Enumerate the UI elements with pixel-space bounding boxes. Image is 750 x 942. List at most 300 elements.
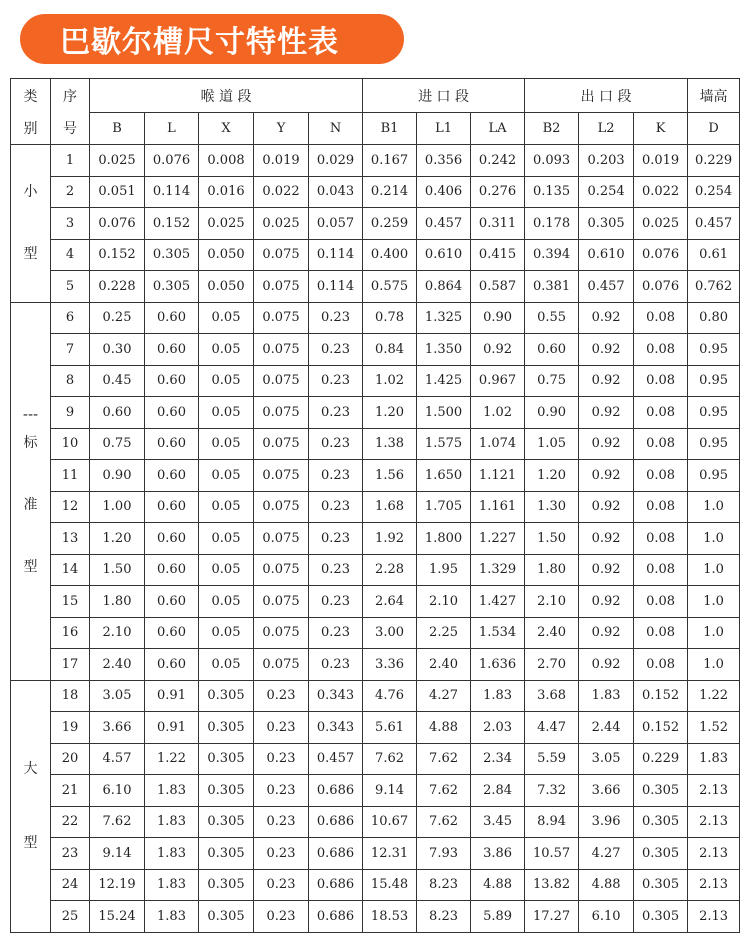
value-cell: 6.10 (90, 775, 145, 807)
value-cell: 0.114 (309, 271, 363, 303)
value-cell: 1.80 (525, 554, 579, 586)
value-cell: 0.60 (525, 334, 579, 366)
value-cell: 0.05 (199, 334, 254, 366)
value-cell: 0.167 (363, 145, 417, 177)
value-cell: 2.40 (417, 649, 471, 681)
value-cell: 8.23 (417, 901, 471, 933)
value-cell: 0.05 (199, 460, 254, 492)
value-cell: 9.14 (90, 838, 145, 870)
value-cell: 1.325 (417, 302, 471, 334)
row-index-cell: 9 (51, 397, 90, 429)
value-cell: 0.276 (471, 176, 525, 208)
value-cell: 1.02 (363, 365, 417, 397)
category-label-char: --- (22, 407, 39, 423)
value-cell: 1.161 (471, 491, 525, 523)
value-cell: 0.60 (145, 617, 199, 649)
value-cell: 3.05 (579, 743, 634, 775)
table-row (11, 334, 740, 366)
row-index-cell: 13 (51, 523, 90, 555)
value-cell: 0.90 (471, 302, 525, 334)
value-cell: 1.83 (145, 775, 199, 807)
value-cell: 2.13 (688, 869, 740, 901)
value-cell: 0.254 (688, 176, 740, 208)
value-cell: 0.050 (199, 271, 254, 303)
value-cell: 1.02 (471, 397, 525, 429)
column-header: L2 (579, 113, 634, 145)
value-cell: 2.40 (90, 649, 145, 681)
value-cell: 0.305 (199, 712, 254, 744)
value-cell: 1.20 (90, 523, 145, 555)
value-cell: 1.705 (417, 491, 471, 523)
value-cell: 0.91 (145, 680, 199, 712)
value-cell: 1.121 (471, 460, 525, 492)
value-cell: 0.075 (254, 239, 309, 271)
value-cell: 0.135 (525, 176, 579, 208)
value-cell: 1.83 (579, 680, 634, 712)
value-cell: 1.650 (417, 460, 471, 492)
value-cell: 3.36 (363, 649, 417, 681)
value-cell: 1.83 (145, 838, 199, 870)
value-cell: 0.394 (525, 239, 579, 271)
value-cell: 0.95 (688, 397, 740, 429)
value-cell: 0.075 (254, 428, 309, 460)
value-cell: 1.575 (417, 428, 471, 460)
value-cell: 1.56 (363, 460, 417, 492)
value-cell: 12.19 (90, 869, 145, 901)
value-cell: 2.64 (363, 586, 417, 618)
value-cell: 0.457 (417, 208, 471, 240)
value-cell: 9.14 (363, 775, 417, 807)
value-cell: 2.03 (471, 712, 525, 744)
value-cell: 0.60 (145, 397, 199, 429)
table-row (11, 554, 740, 586)
value-cell: 0.08 (634, 491, 688, 523)
value-cell: 1.05 (525, 428, 579, 460)
value-cell: 10.57 (525, 838, 579, 870)
value-cell: 0.60 (145, 302, 199, 334)
value-cell: 0.114 (309, 239, 363, 271)
row-index-cell: 18 (51, 680, 90, 712)
value-cell: 1.800 (417, 523, 471, 555)
value-cell: 0.08 (634, 302, 688, 334)
value-cell: 0.05 (199, 523, 254, 555)
table-row (11, 523, 740, 555)
value-cell: 1.83 (471, 680, 525, 712)
value-cell: 0.23 (309, 523, 363, 555)
table-row (11, 712, 740, 744)
value-cell: 0.075 (254, 523, 309, 555)
value-cell: 0.008 (199, 145, 254, 177)
header-throat-section: 喉 道 段 (90, 79, 363, 113)
value-cell: 0.08 (634, 397, 688, 429)
table-row (11, 491, 740, 523)
value-cell: 0.057 (309, 208, 363, 240)
value-cell: 0.152 (634, 712, 688, 744)
value-cell: 1.074 (471, 428, 525, 460)
value-cell: 1.329 (471, 554, 525, 586)
value-cell: 0.05 (199, 428, 254, 460)
value-cell: 0.23 (309, 334, 363, 366)
category-label-char: 型 (23, 835, 38, 851)
column-header: L (145, 113, 199, 145)
value-cell: 13.82 (525, 869, 579, 901)
value-cell: 0.92 (579, 334, 634, 366)
value-cell: 0.343 (309, 680, 363, 712)
value-cell: 0.686 (309, 775, 363, 807)
value-cell: 4.27 (417, 680, 471, 712)
value-cell: 2.10 (417, 586, 471, 618)
value-cell: 2.25 (417, 617, 471, 649)
value-cell: 0.019 (634, 145, 688, 177)
value-cell: 2.70 (525, 649, 579, 681)
column-header: LA (471, 113, 525, 145)
value-cell: 3.45 (471, 806, 525, 838)
category-label-char: 标 (23, 435, 38, 451)
value-cell: 3.66 (90, 712, 145, 744)
value-cell: 0.242 (471, 145, 525, 177)
value-cell: 0.075 (254, 271, 309, 303)
value-cell: 0.075 (254, 617, 309, 649)
value-cell: 1.0 (688, 617, 740, 649)
value-cell: 0.686 (309, 901, 363, 933)
value-cell: 1.38 (363, 428, 417, 460)
table-row (11, 145, 740, 177)
value-cell: 7.62 (363, 743, 417, 775)
value-cell: 1.500 (417, 397, 471, 429)
value-cell: 0.075 (254, 397, 309, 429)
value-cell: 0.050 (199, 239, 254, 271)
value-cell: 1.22 (688, 680, 740, 712)
row-index-cell: 1 (51, 145, 90, 177)
value-cell: 1.00 (90, 491, 145, 523)
value-cell: 0.229 (688, 145, 740, 177)
row-index-cell: 11 (51, 460, 90, 492)
value-cell: 2.13 (688, 838, 740, 870)
value-cell: 1.425 (417, 365, 471, 397)
value-cell: 0.406 (417, 176, 471, 208)
table-row (11, 586, 740, 618)
value-cell: 0.075 (254, 365, 309, 397)
header-wall-height: 墙高 (688, 79, 740, 113)
value-cell: 0.457 (309, 743, 363, 775)
value-cell: 0.23 (309, 428, 363, 460)
value-cell: 0.305 (199, 901, 254, 933)
value-cell: 2.13 (688, 806, 740, 838)
value-cell: 0.23 (309, 586, 363, 618)
table-row (11, 649, 740, 681)
value-cell: 0.076 (90, 208, 145, 240)
value-cell: 4.47 (525, 712, 579, 744)
value-cell: 0.093 (525, 145, 579, 177)
value-cell: 0.23 (309, 397, 363, 429)
row-index-cell: 17 (51, 649, 90, 681)
value-cell: 0.228 (90, 271, 145, 303)
value-cell: 0.305 (634, 838, 688, 870)
value-cell: 0.259 (363, 208, 417, 240)
value-cell: 7.32 (525, 775, 579, 807)
value-cell: 3.68 (525, 680, 579, 712)
value-cell: 0.864 (417, 271, 471, 303)
value-cell: 3.96 (579, 806, 634, 838)
value-cell: 3.66 (579, 775, 634, 807)
value-cell: 0.05 (199, 586, 254, 618)
category-label-char: 型 (23, 559, 38, 575)
header-outlet-section: 出 口 段 (525, 79, 688, 113)
value-cell: 8.23 (417, 869, 471, 901)
value-cell: 0.610 (417, 239, 471, 271)
value-cell: 1.50 (525, 523, 579, 555)
value-cell: 8.94 (525, 806, 579, 838)
value-cell: 0.305 (634, 806, 688, 838)
value-cell: 0.05 (199, 365, 254, 397)
value-cell: 0.686 (309, 869, 363, 901)
value-cell: 0.305 (199, 806, 254, 838)
value-cell: 0.05 (199, 491, 254, 523)
value-cell: 2.84 (471, 775, 525, 807)
value-cell: 0.305 (579, 208, 634, 240)
value-cell: 0.60 (145, 334, 199, 366)
table-row (11, 302, 740, 334)
value-cell: 0.043 (309, 176, 363, 208)
value-cell: 0.686 (309, 838, 363, 870)
value-cell: 0.08 (634, 428, 688, 460)
value-cell: 1.636 (471, 649, 525, 681)
value-cell: 0.075 (254, 586, 309, 618)
value-cell: 10.67 (363, 806, 417, 838)
value-cell: 0.051 (90, 176, 145, 208)
value-cell: 0.60 (145, 491, 199, 523)
value-cell: 0.254 (579, 176, 634, 208)
value-cell: 0.91 (145, 712, 199, 744)
table-row (11, 775, 740, 807)
value-cell: 0.60 (90, 397, 145, 429)
value-cell: 0.78 (363, 302, 417, 334)
table-row (11, 838, 740, 870)
value-cell: 0.60 (145, 428, 199, 460)
value-cell: 0.23 (309, 460, 363, 492)
value-cell: 0.08 (634, 523, 688, 555)
value-cell: 1.0 (688, 649, 740, 681)
value-cell: 4.88 (579, 869, 634, 901)
table-row (11, 806, 740, 838)
value-cell: 1.227 (471, 523, 525, 555)
value-cell: 0.152 (90, 239, 145, 271)
category-label-char: 小 (23, 184, 38, 201)
value-cell: 1.0 (688, 523, 740, 555)
column-header: Y (254, 113, 309, 145)
value-cell: 0.92 (579, 365, 634, 397)
value-cell: 0.08 (634, 365, 688, 397)
value-cell: 1.83 (688, 743, 740, 775)
value-cell: 4.88 (417, 712, 471, 744)
value-cell: 0.311 (471, 208, 525, 240)
value-cell: 0.05 (199, 397, 254, 429)
value-cell: 0.60 (145, 586, 199, 618)
value-cell: 0.457 (688, 208, 740, 240)
value-cell: 0.022 (254, 176, 309, 208)
column-header: N (309, 113, 363, 145)
value-cell: 2.28 (363, 554, 417, 586)
value-cell: 0.08 (634, 460, 688, 492)
value-cell: 0.587 (471, 271, 525, 303)
table-row (11, 365, 740, 397)
value-cell: 0.076 (634, 271, 688, 303)
value-cell: 0.076 (634, 239, 688, 271)
value-cell: 1.92 (363, 523, 417, 555)
value-cell: 1.534 (471, 617, 525, 649)
value-cell: 0.305 (634, 869, 688, 901)
value-cell: 1.83 (145, 901, 199, 933)
value-cell: 0.95 (688, 334, 740, 366)
value-cell: 5.89 (471, 901, 525, 933)
header-inlet-section: 进 口 段 (363, 79, 525, 113)
value-cell: 1.0 (688, 586, 740, 618)
category-label-char: 型 (23, 246, 38, 263)
value-cell: 0.92 (579, 397, 634, 429)
value-cell: 0.343 (309, 712, 363, 744)
value-cell: 3.00 (363, 617, 417, 649)
value-cell: 0.075 (254, 334, 309, 366)
value-cell: 1.0 (688, 554, 740, 586)
table-body (11, 145, 740, 933)
value-cell: 4.76 (363, 680, 417, 712)
value-cell: 0.178 (525, 208, 579, 240)
value-cell: 0.967 (471, 365, 525, 397)
value-cell: 0.305 (199, 838, 254, 870)
value-cell: 0.80 (688, 302, 740, 334)
dimension-table (10, 78, 740, 933)
value-cell: 0.076 (145, 145, 199, 177)
value-cell: 0.23 (309, 365, 363, 397)
value-cell: 0.610 (579, 239, 634, 271)
value-cell: 0.92 (579, 649, 634, 681)
row-index-cell: 5 (51, 271, 90, 303)
row-index-cell: 15 (51, 586, 90, 618)
value-cell: 0.016 (199, 176, 254, 208)
value-cell: 0.92 (579, 586, 634, 618)
value-cell: 0.400 (363, 239, 417, 271)
value-cell: 0.025 (634, 208, 688, 240)
value-cell: 0.075 (254, 554, 309, 586)
value-cell: 0.203 (579, 145, 634, 177)
value-cell: 0.60 (145, 523, 199, 555)
value-cell: 1.0 (688, 491, 740, 523)
value-cell: 0.23 (254, 680, 309, 712)
row-index-cell: 19 (51, 712, 90, 744)
value-cell: 1.30 (525, 491, 579, 523)
value-cell: 0.575 (363, 271, 417, 303)
value-cell: 0.60 (145, 460, 199, 492)
value-cell: 1.50 (90, 554, 145, 586)
header-category-top: 类 (11, 79, 51, 113)
row-index-cell: 21 (51, 775, 90, 807)
value-cell: 7.62 (417, 775, 471, 807)
table-row (11, 208, 740, 240)
value-cell: 0.022 (634, 176, 688, 208)
value-cell: 1.80 (90, 586, 145, 618)
value-cell: 2.40 (525, 617, 579, 649)
dimension-table-container (10, 78, 739, 933)
column-header: X (199, 113, 254, 145)
value-cell: 0.08 (634, 586, 688, 618)
header-row-groups (11, 79, 740, 113)
value-cell: 0.25 (90, 302, 145, 334)
value-cell: 0.305 (199, 743, 254, 775)
value-cell: 0.08 (634, 554, 688, 586)
value-cell: 0.019 (254, 145, 309, 177)
header-category-bottom: 别 (11, 113, 51, 145)
row-index-cell: 14 (51, 554, 90, 586)
value-cell: 0.05 (199, 649, 254, 681)
value-cell: 0.686 (309, 806, 363, 838)
row-index-cell: 7 (51, 334, 90, 366)
value-cell: 0.214 (363, 176, 417, 208)
value-cell: 0.23 (254, 869, 309, 901)
value-cell: 18.53 (363, 901, 417, 933)
value-cell: 2.13 (688, 901, 740, 933)
value-cell: 2.34 (471, 743, 525, 775)
value-cell: 1.20 (525, 460, 579, 492)
header-index-top: 序 (51, 79, 90, 113)
value-cell: 0.356 (417, 145, 471, 177)
value-cell: 0.381 (525, 271, 579, 303)
table-row (11, 176, 740, 208)
value-cell: 0.92 (579, 302, 634, 334)
row-index-cell: 23 (51, 838, 90, 870)
value-cell: 0.08 (634, 649, 688, 681)
value-cell: 0.61 (688, 239, 740, 271)
value-cell: 7.62 (417, 806, 471, 838)
value-cell: 7.62 (90, 806, 145, 838)
value-cell: 0.92 (471, 334, 525, 366)
value-cell: 6.10 (579, 901, 634, 933)
row-index-cell: 10 (51, 428, 90, 460)
row-index-cell: 2 (51, 176, 90, 208)
row-index-cell: 3 (51, 208, 90, 240)
value-cell: 0.025 (90, 145, 145, 177)
row-index-cell: 22 (51, 806, 90, 838)
value-cell: 15.24 (90, 901, 145, 933)
column-header: L1 (417, 113, 471, 145)
value-cell: 0.45 (90, 365, 145, 397)
value-cell: 4.27 (579, 838, 634, 870)
column-header: K (634, 113, 688, 145)
column-header: D (688, 113, 740, 145)
value-cell: 1.83 (145, 869, 199, 901)
value-cell: 0.029 (309, 145, 363, 177)
value-cell: 0.025 (254, 208, 309, 240)
value-cell: 1.95 (417, 554, 471, 586)
value-cell: 4.88 (471, 869, 525, 901)
value-cell: 4.57 (90, 743, 145, 775)
value-cell: 0.305 (199, 869, 254, 901)
value-cell: 0.23 (309, 302, 363, 334)
value-cell: 0.55 (525, 302, 579, 334)
value-cell: 0.30 (90, 334, 145, 366)
value-cell: 0.23 (254, 775, 309, 807)
value-cell: 0.05 (199, 302, 254, 334)
value-cell: 0.75 (90, 428, 145, 460)
value-cell: 5.59 (525, 743, 579, 775)
value-cell: 0.114 (145, 176, 199, 208)
column-header: B2 (525, 113, 579, 145)
value-cell: 0.92 (579, 554, 634, 586)
column-header: B1 (363, 113, 417, 145)
category-cell (11, 145, 51, 303)
table-row (11, 743, 740, 775)
value-cell: 0.025 (199, 208, 254, 240)
header-index-bottom: 号 (51, 113, 90, 145)
